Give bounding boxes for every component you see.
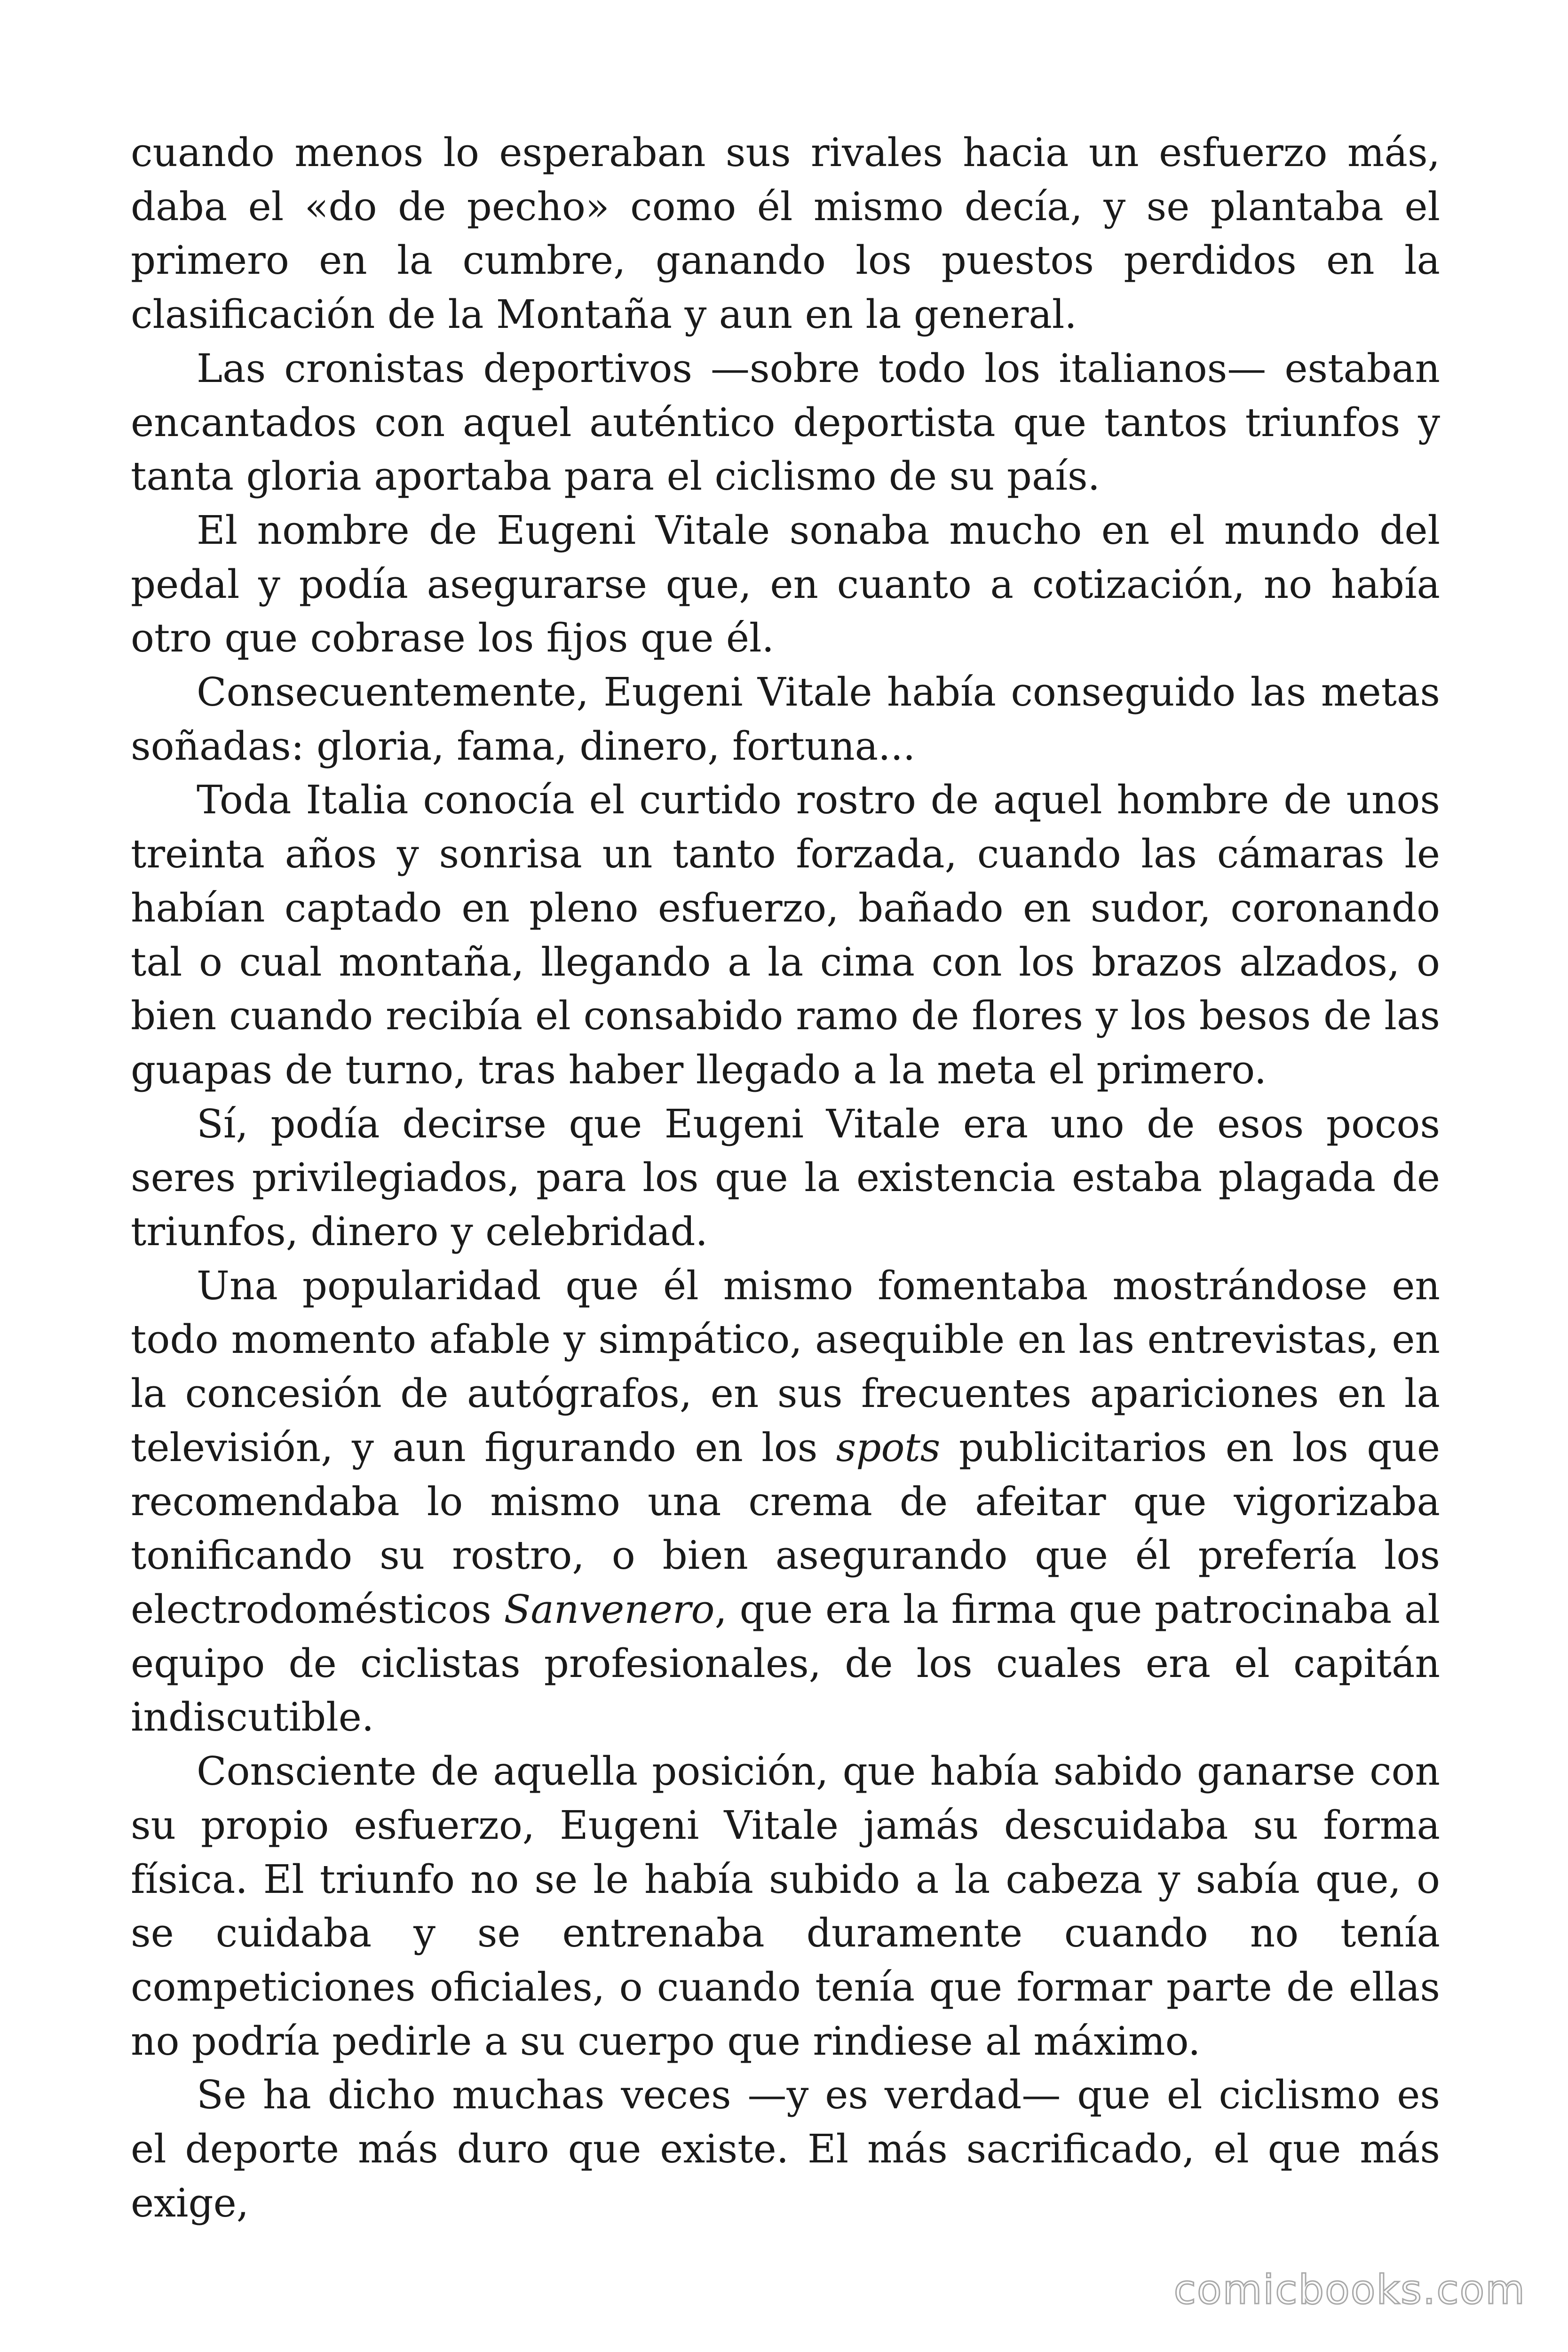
paragraph-5: Toda Italia conocía el curtido rostro de aquel hombre de unos treinta años y sonrisa un tanto forzada, cuando las cámaras le habían captado en pleno esfuerzo, bañado en sudor, coronando tal o cual montaña, llegando a la cima con los brazos alzados, o bien cuando recibía el consabido ramo de flores y los besos de las guapas de turno, tras haber llegado a la meta el primero. — [131, 777, 1440, 1093]
italic-brand-name: Sanvenero — [504, 1586, 715, 1632]
paragraph-3: El nombre de Eugeni Vitale sonaba mucho en el mundo del pedal y podía asegurarse que, en cuanto a cotización, no había otro que cobrase los fijos que él. — [131, 507, 1440, 661]
paragraph-2: Las cronistas deportivos —sobre todo los italianos— estaban encantados con aquel auténtico deportista que tantos triunfos y tanta gloria aportaba para el ciclismo de su país. — [131, 345, 1440, 500]
paragraph-7-part-3: , que era la firma que patrocinaba al equipo de ciclistas profesionales, de los cuales era el capitán indiscutible. — [131, 1586, 1440, 1740]
paragraph-7-part-2: publicitarios en los que recomendaba lo mismo una crema de afeitar que vigorizaba tonificando su rostro, o bien asegurando que él prefería los electrodomésticos — [131, 1424, 1440, 1632]
paragraph-7 — [131, 1259, 1440, 1745]
paragraph-8: Consciente de aquella posición, que había sabido ganarse con su propio esfuerzo, Eugeni Vitale jamás descuidaba su forma física. El triunfo no se le había subido a la cabeza y sabía que, o se cuidaba y se entrenaba duramente cuando no tenía competiciones oficiales, o cuando tenía que formar parte de ellas no podría pedirle a su cuerpo que rindiese al máximo. — [131, 1748, 1440, 2064]
paragraph-9: Se ha dicho muchas veces —y es verdad— que el ciclismo es el deporte más duro que existe. El más sacrificado, el que más exige, — [131, 2072, 1440, 2226]
italic-spots: spots — [836, 1424, 941, 1470]
watermark: comicbooks.com — [1173, 2266, 1526, 2313]
paragraph-6: Sí, podía decirse que Eugeni Vitale era uno de esos pocos seres privilegiados, para los que la existencia estaba plagada de triunfos, dinero y celebridad. — [131, 1101, 1440, 1255]
body-text — [131, 126, 1440, 2230]
paragraph-7-part-1: Una popularidad que él mismo fomentaba mostrándose en todo momento afable y simpático, asequible en las entrevistas, en la concesión de autógrafos, en sus frecuentes apariciones en la televisión, y aun figurando en los — [131, 1263, 1440, 1470]
paragraph-4: Consecuentemente, Eugeni Vitale había conseguido las metas soñadas: gloria, fama, dinero, fortuna... — [131, 669, 1440, 769]
paragraph-1: cuando menos lo esperaban sus rivales hacia un esfuerzo más, daba el «do de pecho» como él mismo decía, y se plantaba el primero en la cumbre, ganando los puestos perdidos en la clasificación de la Montaña y aun en la general. — [131, 130, 1440, 338]
